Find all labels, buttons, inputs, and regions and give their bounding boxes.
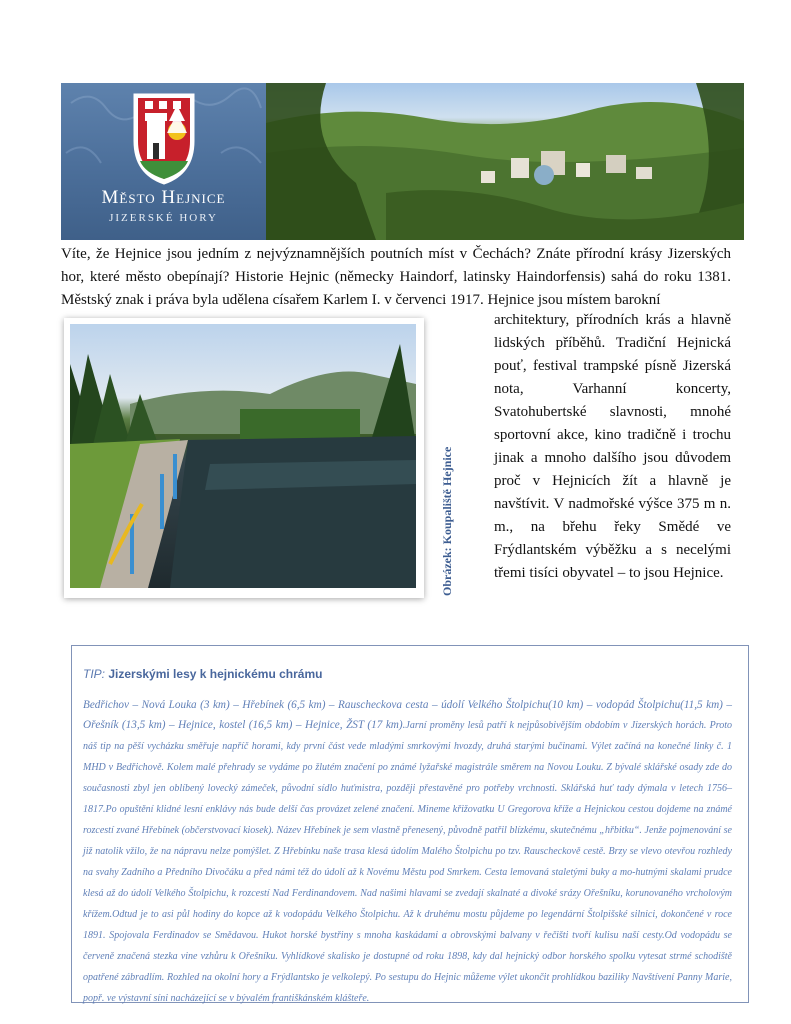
town-logo-panel [61, 83, 266, 240]
tip-route: Bedřichov – Nová Louka (3 km) – Hřebínek (6,5 km) – Rauscheckova cesta – údolí Velkého Štolpichu(10 km) – vodopád Štolpichu(11,5 km) – Ořešník (13,5 km) – Hejnice, kostel (16,5 km) – Hejnice, ŽST (17 km). [83, 699, 732, 731]
town-panorama-photo [266, 83, 744, 240]
photo-frame [64, 318, 424, 598]
photo-caption: Obrázek: Koupaliště Hejnice [440, 446, 454, 596]
tip-text: Jarní proměny lesů patří k nejpůsobivějším obdobím v Jizerských horách. Proto náš tip na pěší vycházku směřuje napříč horami, kdy první část vede mladými smrkovými hvozdy, druhá starými bučinami. Výlet začíná na konečné linky č. 1 MHD v Bedřichově. Kolem malé přehrady se vydáme po žlutém značení po známé lyžařské magistrále směrem na Novou Louku. Z bývalé sklářské osady zde do současnosti zbyl jen oblíbený lovecký zámeček, původní sídlo huťmistra, později přestavěné pro potřeby vrchnosti. Sklářská huť tady dýmala v letech 1756–1817.Po opuštění klidné lesní enklávy nás bude delší čas provázet zelené značení. Mineme křižovatku U Gregorova kříže a Hejnickou cestou dojdeme na známé rozcestí zvané Hřebínek (občerstvovací kiosek). Název Hřebínek je sem vlastně přenesený, původně patřil blízkému, skutečnému „hřbitku“. Jenže pojmenování se již natolik vžilo, že na nápravu nelze pomýšlet. Z Hřebínku naše trasa klesá údolím Malého Štolpichu po tzv. Rauscheckově cestě. Brzy se vlevo otevřou rozhledy na svahy Zadního a Předního Divočáku a před námi též do údolí až k Novému Městu pod Smrkem. Cesta lemovaná staletými buky a mo-hutnými skalami prudce klesá až do údolí Velkého Štolpichu, k rozcestí Nad Ferdinandovem. Nad našimi hlavami se zvedají skalnaté a divoké srázy Ořešníku, korunovaného vrcholovým křížem.Odtud je to asi půl hodiny do kopce až k vodopádu Velkého Štolpichu. Až k druhému mostu půjdeme po legendární Štolpišské silnici, dokončené v roce 1891. Spojovala Ferdinadov se Smědavou. Hukot horské bystřiny s mnoha kaskádami a obrovskými balvany v řečišti tvoří kulisu naší cesty.Od vodopádu se červeně značená stezka vine vzhůru k Ořešníku. Vyhlídkové skalisko je dostupné od roku 1898, kdy dal hejnický odbor horského spolku vytesat strmé schodiště opatřené zábradlím. Rozhled na okolní hory a Frýdlantsko je velkolepý. Po sestupu do Hejnic můžeme výlet ukončit prohlídkou baziliky Navštívení Panny Marie, popř. ve výstavní síni nacházející se v bývalém františkánském klášteře. [83, 720, 732, 1004]
town-name: Město Hejnice [101, 187, 226, 208]
tip-label: TIP: [83, 667, 109, 681]
tip-heading [83, 667, 322, 681]
tip-title: Jizerskými lesy k hejnickému chrámu [108, 667, 323, 681]
header-banner [61, 83, 744, 240]
tip-body [83, 695, 732, 1009]
coat-of-arms-icon [61, 83, 266, 187]
side-paragraph: architektury, přírodních krás a hlavně lidských příběhů. Tradiční Hejnická pouť, festival trampské písně Jizerská nota, Varhanní koncerty, Svatohubertské slavnosti, mnohé sportovní akce, kino tradičně i trochu jinak a mnoho dalšího jsou důvodem proč v Hejnicích žít a hlavně je navštívit. V nadmořské výšce 375 m n. m., na břehu řeky Smědé ve Frýdlantském výběžku a s necelými třemi tisíci obyvatel – to jsou Hejnice. [494, 312, 731, 581]
swimming-pool-photo [70, 324, 416, 588]
intro-paragraph: Víte, že Hejnice jsou jedním z nejvýznamnějších poutních míst v Čechách? Znáte přírodní krásy Jizerských hor, které město obepínají? Historie Hejnic (německy Haindorf, latinsky Haindorfensis) sahá do roku 1381. Městský znak i práva byla udělena císařem Karlem I. v červenci 1917. Hejnice jsou místem barokní [61, 246, 731, 308]
region-name: JIZERSKÉ HORY [109, 212, 218, 224]
tip-box [71, 645, 749, 1003]
